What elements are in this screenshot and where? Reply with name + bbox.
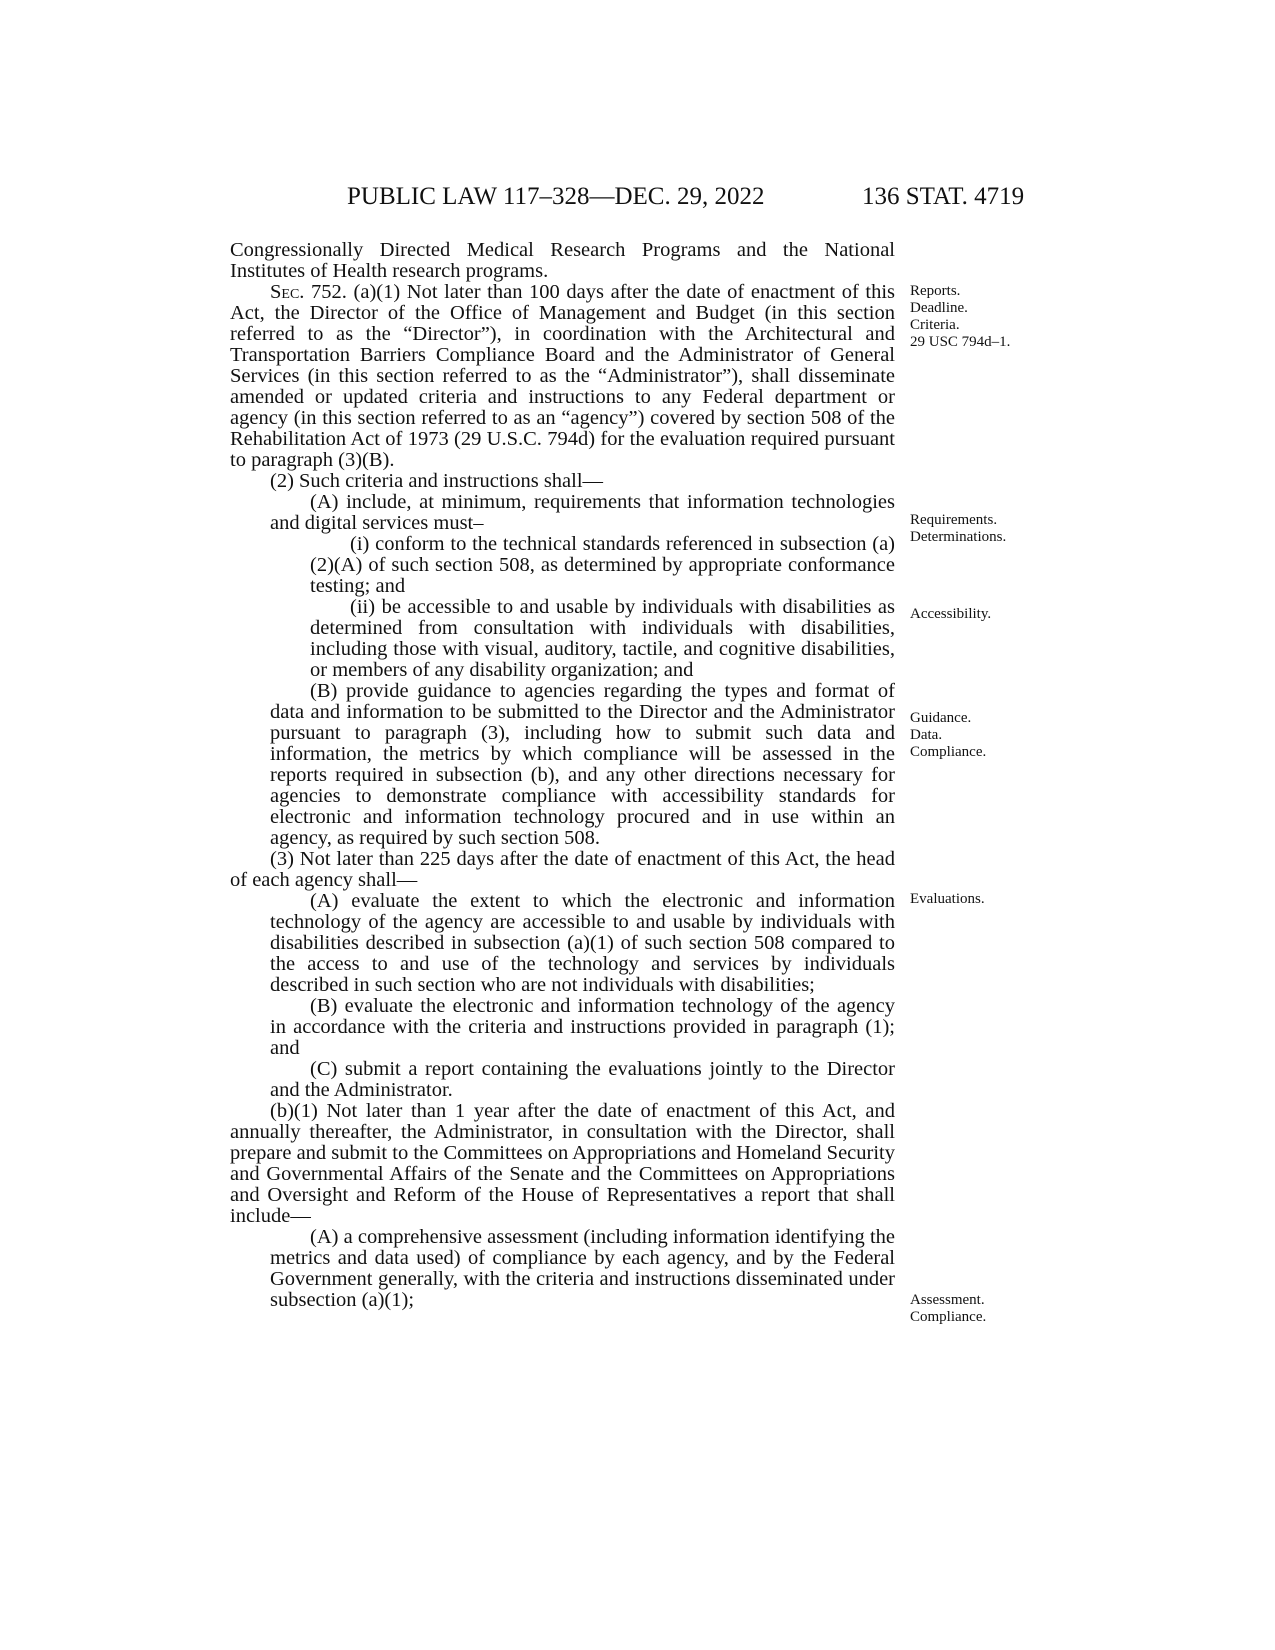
- margin-note-line: Requirements.: [910, 512, 998, 528]
- margin-note-line: Data.: [910, 727, 943, 743]
- section-752-a1: [230, 282, 895, 471]
- subsection-b1: (b)(1) Not later than 1 year after the date of enactment of this Act, and annually thereafter, the Administrator, in consultation with the Director, shall prepare and submit to the Committees on Appropriations and Homeland Security and Governmental Affairs of the Senate and the Committees on Appropriations and Oversight and Reform of the House of Representatives a report that shall include—: [230, 1100, 895, 1227]
- margin-note-guidance: [910, 710, 986, 761]
- clause-a2Aii: (ii) be accessible to and usable by individuals with disabilities as determined from consultation with individuals with disabilities, including those with visual, auditory, tactile, and cognitive disabilities, or members of any disability organization; and: [310, 596, 895, 681]
- margin-note-line: Reports.: [910, 283, 961, 299]
- page-header: [0, 183, 1275, 223]
- margin-note-line: 29 USC 794d–1.: [910, 334, 1011, 350]
- statute-citation: 136 STAT. 4719: [862, 183, 1025, 210]
- subparagraph-a3A: (A) evaluate the extent to which the electronic and information technology of the agency are accessible to and usable by individuals with disabilities described in subsection (a)(1) of such section 508 compared to the access to and use of the technology and services by individuals described in such section who are not individuals with disabilities;: [270, 890, 895, 996]
- subparagraph-a3B: (B) evaluate the electronic and information technology of the agency in accordance with the criteria and instructions provided in paragraph (1); and: [270, 995, 895, 1059]
- margin-note-evaluations: [910, 891, 985, 908]
- law-text: [230, 240, 895, 1311]
- section-label: Sec.: [270, 281, 305, 303]
- margin-note-line: Compliance.: [910, 1309, 987, 1325]
- running-head: PUBLIC LAW 117–328—DEC. 29, 2022: [347, 183, 765, 210]
- margin-note-accessibility: [910, 606, 991, 623]
- margin-note-line: Determinations.: [910, 529, 1007, 545]
- margin-note-assessment: [910, 1292, 986, 1326]
- margin-note-line: Assessment.: [910, 1292, 985, 1308]
- margin-note-line: Accessibility.: [910, 606, 992, 622]
- margin-note-line: Deadline.: [910, 300, 968, 316]
- subparagraph-a2A: (A) include, at minimum, requirements that information technologies and digital services must–: [270, 491, 895, 534]
- margin-note-reports: [910, 283, 1010, 351]
- margin-note-line: Evaluations.: [910, 891, 985, 907]
- margin-note-line: Compliance.: [910, 744, 987, 760]
- margin-note-requirements: [910, 512, 1006, 546]
- subparagraph-a2B: (B) provide guidance to agencies regarding the types and format of data and information to be submitted to the Director and the Administrator pursuant to paragraph (3), including how to submit such data and information, the metrics by which compliance will be assessed in the reports required in subsection (b), and any other directions necessary for agencies to demonstrate compliance with accessibility standards for electronic and information technology procured and in use within an agency, as required by such section 508.: [270, 680, 895, 849]
- paragraph-continuation: Congressionally Directed Medical Research Programs and the National Institutes of Health research programs.: [230, 239, 895, 282]
- paragraph-a2: (2) Such criteria and instructions shall—: [270, 470, 604, 492]
- margin-note-line: Criteria.: [910, 317, 960, 333]
- paragraph-a3: (3) Not later than 225 days after the date of enactment of this Act, the head of each agency shall—: [230, 848, 895, 891]
- clause-a2Ai: (i) conform to the technical standards referenced in subsection (a)(2)(A) of such section 508, as determined by appropriate conformance testing; and: [310, 533, 895, 597]
- subparagraph-a3C: (C) submit a report containing the evaluations jointly to the Director and the Administrator.: [270, 1058, 895, 1101]
- margin-note-line: Guidance.: [910, 710, 972, 726]
- subparagraph-b1A: (A) a comprehensive assessment (including information identifying the metrics and data used) of compliance by each agency, and by the Federal Government generally, with the criteria and instructions disseminated under subsection (a)(1);: [270, 1226, 895, 1311]
- section-752-a1-text: 752. (a)(1) Not later than 100 days after the date of enactment of this Act, the Director of the Office of Management and Budget (in this section referred to as the “Director”), in coordination with the Architectural and Transportation Barriers Compliance Board and the Administrator of General Services (in this section referred to as the “Administrator”), shall disseminate amended or updated criteria and instructions to any Federal department or agency (in this section referred to as an “agency”) covered by section 508 of the Rehabilitation Act of 1973 (29 U.S.C. 794d) for the evaluation required pursuant to paragraph (3)(B).: [230, 281, 895, 471]
